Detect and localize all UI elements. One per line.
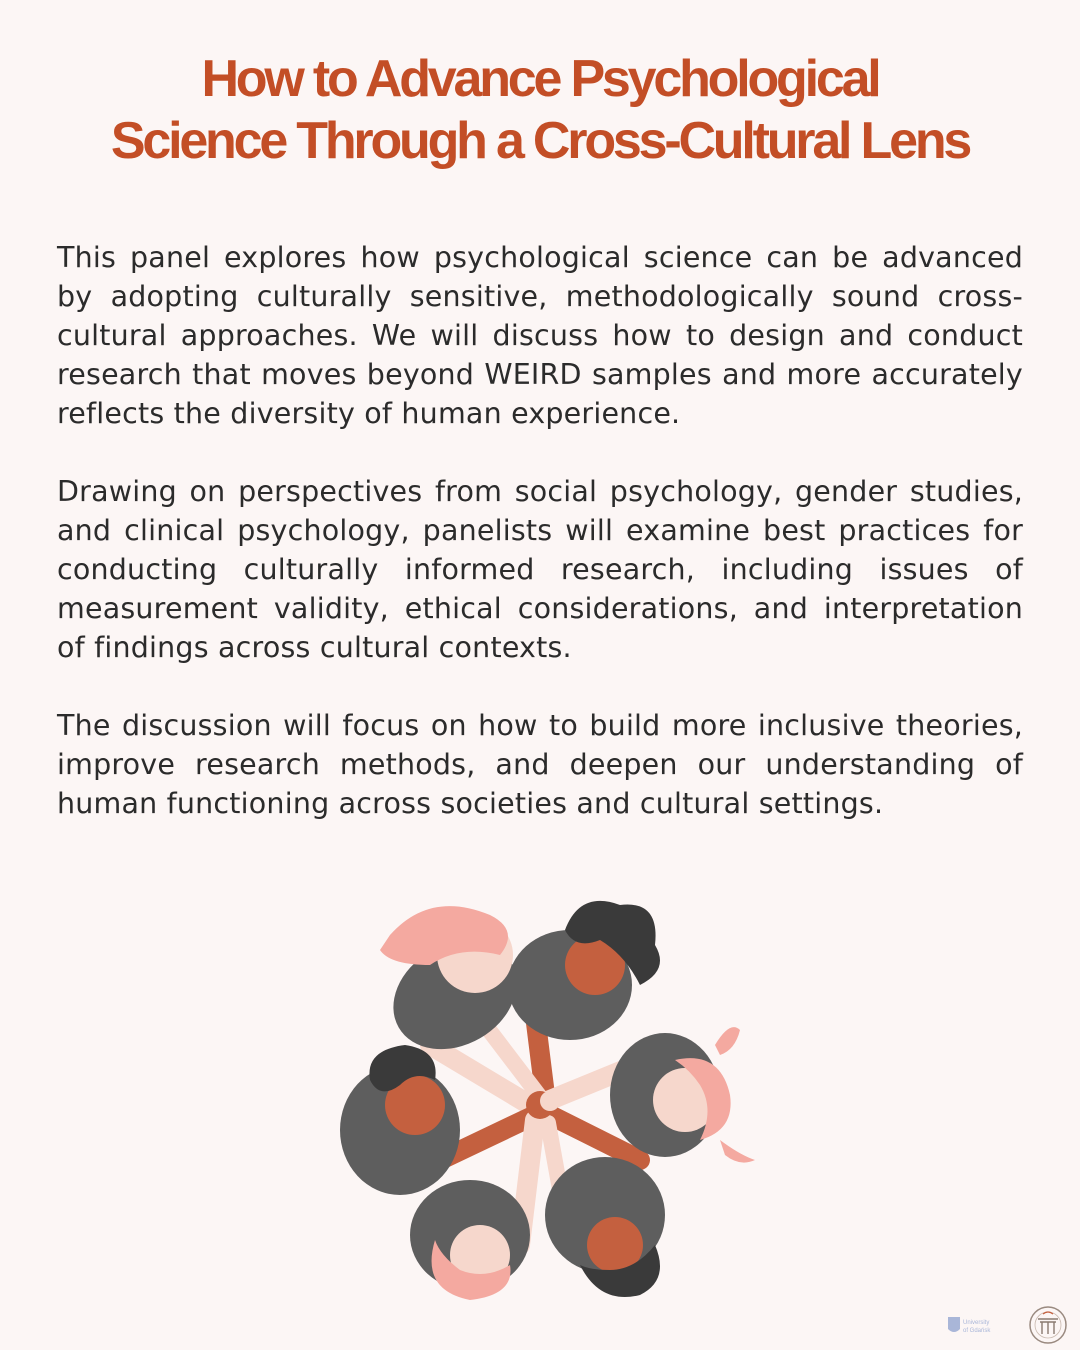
page-title bbox=[0, 48, 1080, 172]
paragraph-1: This panel explores how psychological science can be advanced by adopting culturally sensitive, methodologically sound cross-cultural approaches. We will discuss how to design and conduct research that moves beyond WEIRD samples and more accurately reflects the diversity of human experience. bbox=[57, 241, 1023, 430]
seal-logo bbox=[1028, 1305, 1068, 1345]
university-logo-line-2: of Gdańsk bbox=[963, 1328, 991, 1334]
person-dark-hair-bottom-right bbox=[545, 1157, 665, 1297]
paragraph-3: The discussion will focus on how to build more inclusive theories, improve research methods, and deepen our understanding of human functioning across societies and cultural settings. bbox=[57, 709, 1023, 820]
paragraph-2: Drawing on perspectives from social psychology, gender studies, and clinical psychology, panelists will examine best practices for conducting culturally informed research, including issues of measurement validity, ethical considerations, and interpretation of findings across cultural contexts. bbox=[57, 475, 1023, 664]
person-ribbon-hair-right bbox=[610, 1027, 755, 1162]
people-circle-illustration bbox=[320, 895, 760, 1315]
person-pink-hair-bottom-left bbox=[410, 1180, 530, 1300]
person-curly-hair-top bbox=[508, 901, 660, 1040]
description bbox=[57, 238, 1023, 862]
university-logo-line-1: University bbox=[963, 1320, 990, 1326]
university-logo bbox=[946, 1313, 1002, 1339]
person-dark-curly-left bbox=[340, 1045, 460, 1195]
title-line-1: How to Advance Psychological bbox=[201, 50, 879, 108]
title-line-2: Science Through a Cross-Cultural Lens bbox=[110, 112, 970, 170]
